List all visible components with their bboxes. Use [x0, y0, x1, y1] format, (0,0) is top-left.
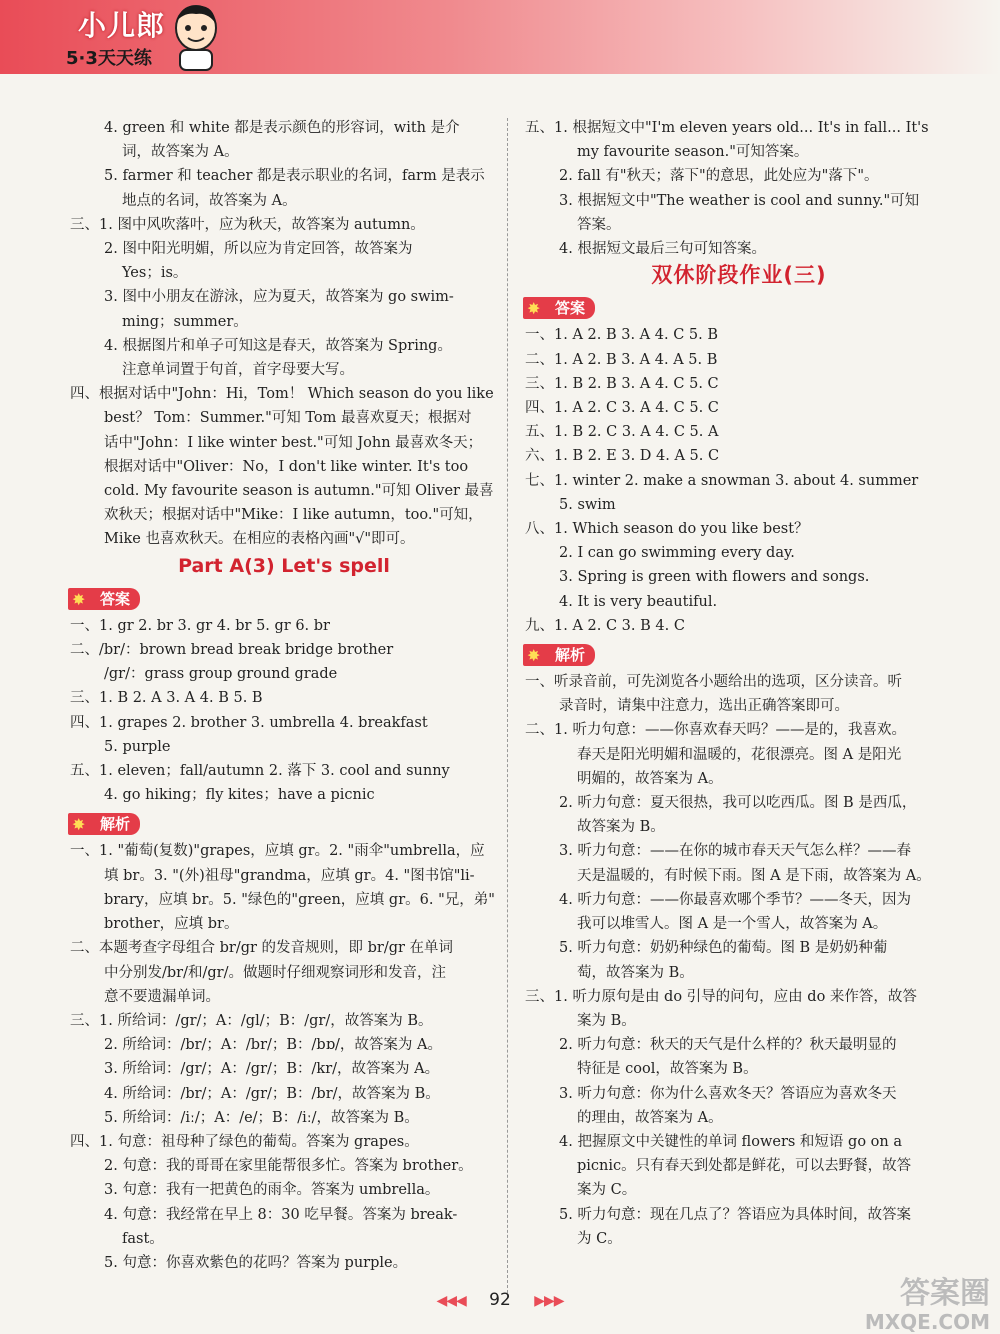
- watermark-title: 答案圈: [900, 1276, 990, 1311]
- text-line: 七、1. winter 2. make a snowman 3. about 4. summer: [525, 472, 919, 489]
- text-line: 萄，故答案为 B。: [577, 964, 694, 981]
- text-line: brary，应填 br。5. "绿色的"green，应填 gr。6. "兄，弟": [104, 891, 495, 908]
- text-line: 一、1. A 2. B 3. A 4. C 5. B: [525, 327, 719, 344]
- analysis-section-tag: [523, 644, 595, 666]
- text-line: 一、听录音前，可先浏览各小题给出的选项，区分读音。听: [525, 674, 902, 691]
- text-line: 2. fall 有"秋天；落下"的意思，此处应为"落下"。: [559, 168, 879, 185]
- text-line: 3. 所给词：/gr/；A：/gr/；B：/kr/，故答案为 A。: [104, 1061, 440, 1078]
- burst-icon: ✸: [72, 815, 86, 835]
- text-line: 二、/br/：brown bread break bridge brother: [70, 642, 394, 659]
- text-line: 五、1. B 2. C 3. A 4. C 5. A: [525, 424, 719, 441]
- text-line: 2. 句意：我的哥哥在家里能帮很多忙。答案为 brother。: [104, 1158, 473, 1175]
- text-line: 4. It is very beautiful.: [559, 593, 718, 610]
- section-tag-label: 答案: [555, 299, 586, 318]
- text-line: 5. 句意：你喜欢紫色的花吗？答案为 purple。: [104, 1254, 408, 1271]
- text-line: 四、1. grapes 2. brother 3. umbrella 4. breakfast: [70, 714, 428, 731]
- text-line: 2. 图中阳光明媚，所以应为肯定回答，故答案为: [104, 241, 413, 258]
- text-line: 4. go hiking；fly kites；have a picnic: [104, 787, 375, 804]
- answer-section-tag: [523, 297, 595, 319]
- burst-icon: ✸: [72, 589, 86, 609]
- text-line: 一、1. "葡萄(复数)"grapes，应填 gr。2. "雨伞"umbrella，应: [70, 843, 485, 860]
- text-line: 2. I can go swimming every day.: [559, 545, 795, 562]
- text-line: Mike 也喜欢秋天。在相应的表格內画"√"即可。: [104, 531, 415, 548]
- text-line: 四、1. A 2. C 3. A 4. C 5. C: [525, 400, 719, 417]
- text-line: 三、1. 所给词：/gr/；A：/gl/；B：/gr/，故答案为 B。: [70, 1012, 433, 1029]
- text-line: 春天是阳光明媚和温暖的，花很漂亮。图 A 是阳光: [577, 746, 902, 763]
- text-line: 我可以堆雪人。图 A 是一个雪人，故答案为 A。: [577, 916, 888, 933]
- section-tag-label: 答案: [100, 589, 131, 608]
- text-line: 2. 听力句意：夏天很热，我可以吃西瓜。图 B 是西瓜，: [559, 795, 917, 812]
- text-line: 3. 根据短文中"The weather is cool and sunny."可知: [559, 192, 920, 209]
- text-line: 欢秋天；根据对话中"Mike：I like autumn，too."可知，: [104, 507, 483, 524]
- text-line: 故答案为 B。: [577, 819, 665, 836]
- text-line: picnic。只有春天到处都是鲜花，可以去野餐，故答: [577, 1158, 912, 1175]
- section-title: Part A(3) Let's spell: [178, 554, 390, 577]
- right-column: [525, 116, 953, 1251]
- burst-icon: ✸: [527, 646, 541, 666]
- text-line: ming；summer。: [122, 313, 248, 330]
- text-line: 一、1. gr 2. br 3. gr 4. br 5. gr 6. br: [70, 617, 330, 634]
- text-line: brother，应填 br。: [104, 916, 239, 933]
- text-line: 4. 所给词：/br/；A：/gr/；B：/br/，故答案为 B。: [104, 1085, 440, 1102]
- text-line: 地点的名词，故答案为 A。: [122, 192, 297, 209]
- analysis-section-tag: [68, 813, 140, 835]
- text-line: 八、1. Which season do you like best？: [525, 521, 809, 538]
- text-line: 2. 听力句意：秋天的天气是什么样的？秋天最明显的: [559, 1037, 897, 1054]
- burst-icon: ✸: [527, 299, 541, 319]
- text-line: 3. 句意：我有一把黄色的雨伞。答案为 umbrella。: [104, 1182, 440, 1199]
- text-line: 三、1. B 2. A 3. A 4. B 5. B: [70, 690, 263, 707]
- text-line: 天是温暖的，有时候下雨。图 A 是下雨，故答案为 A。: [577, 867, 931, 884]
- text-line: 四、根据对话中"John：Hi，Tom！ Which season do you like: [70, 386, 494, 403]
- text-line: 明媚的，故答案为 A。: [577, 770, 723, 787]
- text-line: 五、1. 根据短文中"I'm eleven years old... It's in fall... It's: [525, 120, 929, 136]
- section-tag-label: 解析: [100, 815, 131, 834]
- text-line: 特征是 cool，故答案为 B。: [577, 1061, 758, 1078]
- text-line: 六、1. B 2. E 3. D 4. A 5. C: [525, 448, 720, 465]
- text-line: 四、1. 句意：祖母种了绿色的葡萄。答案为 grapes。: [70, 1133, 419, 1150]
- text-line: 4. 把握原文中关键性的单词 flowers 和短语 go on a: [559, 1133, 902, 1150]
- text-line: 词，故答案为 A。: [122, 144, 239, 161]
- text-line: 5. 听力句意：奶奶种绿色的葡萄。图 B 是奶奶种葡: [559, 940, 888, 957]
- text-line: 3. 听力句意：——在你的城市春天天气怎么样？——春: [559, 843, 911, 860]
- text-line: 4. green 和 white 都是表示颜色的形容词，with 是介: [104, 120, 460, 136]
- text-line: cold. My favourite season is autumn."可知 Oliver 最喜: [104, 483, 494, 500]
- text-line: 意不要遗漏单词。: [104, 988, 220, 1005]
- text-line: 案为 C。: [577, 1182, 637, 1199]
- text-line: 3. Spring is green with flowers and songs.: [559, 569, 870, 586]
- text-line: 填 br。3. "(外)祖母"grandma，应填 gr。4. "图书馆"li-: [104, 867, 475, 884]
- text-line: 三、1. B 2. B 3. A 4. C 5. C: [525, 375, 719, 392]
- text-line: 2. 所给词：/br/；A：/br/；B：/bɒ/，故答案为 A。: [104, 1037, 442, 1054]
- text-line: 案为 B。: [577, 1012, 636, 1029]
- mascot-icon: [168, 2, 224, 72]
- text-line: 为 C。: [577, 1230, 622, 1247]
- text-line: 录音时，请集中注意力，选出正确答案即可。: [559, 698, 849, 715]
- text-line: 根据对话中"Oliver：No，I don't like winter. It's too: [104, 458, 469, 475]
- text-line: 中分别发/br/和/gr/。做题时仔细观察词形和发音，注: [104, 964, 446, 981]
- text-line: 三、1. 图中风吹落叶，应为秋天，故答案为 autumn。: [70, 216, 425, 233]
- text-line: Yes；is。: [122, 265, 188, 282]
- text-line: 二、1. 听力句意：——你喜欢春天吗？——是的，我喜欢。: [525, 722, 906, 739]
- text-line: 4. 听力句意：——你最喜欢哪个季节？——冬天，因为: [559, 891, 911, 908]
- text-line: 答案。: [577, 216, 621, 233]
- text-line: 3. 图中小朋友在游泳，应为夏天，故答案为 go swim-: [104, 289, 454, 306]
- text-line: 三、1. 听力原句是由 do 引导的问句，应由 do 来作答，故答: [525, 988, 917, 1005]
- text-line: 二、1. A 2. B 3. A 4. A 5. B: [525, 351, 718, 368]
- text-line: 3. 听力句意：你为什么喜欢冬天？答语应为喜欢冬天: [559, 1085, 897, 1102]
- watermark-url: MXQE.COM: [864, 1310, 990, 1334]
- text-line: 4. 根据短文最后三句可知答案。: [559, 241, 766, 258]
- answer-section-tag: [68, 588, 140, 610]
- page-footer: [0, 1290, 1000, 1310]
- text-line: 的理由，故答案为 A。: [577, 1109, 723, 1126]
- text-line: 4. 根据图片和单子可知这是春天，故答案为 Spring。: [104, 337, 452, 354]
- text-line: /gr/：grass group ground grade: [104, 666, 338, 683]
- section-tag-label: 解析: [555, 646, 586, 665]
- text-line: 二、本题考查字母组合 br/gr 的发音规则，即 br/gr 在单词: [70, 940, 454, 957]
- text-line: 4. 句意：我经常在早上 8：30 吃早餐。答案为 break-: [104, 1206, 458, 1223]
- section-title: 双休阶段作业(三): [651, 263, 827, 288]
- column-divider: [507, 118, 508, 1298]
- page-number: 92: [489, 1290, 511, 1310]
- text-line: 话中"John：I like winter best."可知 John 最喜欢冬天；: [104, 434, 483, 451]
- text-line: 5. farmer 和 teacher 都是表示职业的名词，farm 是表示: [104, 168, 485, 185]
- text-line: 5. 所给词：/iː/；A：/e/；B：/iː/，故答案为 B。: [104, 1109, 419, 1126]
- text-line: 5. 听力句意：现在几点了？答语应为具体时间，故答案: [559, 1206, 911, 1223]
- text-line: my favourite season."可知答案。: [577, 144, 809, 161]
- text-line: 五、1. eleven；fall/autumn 2. 落下 3. cool and sunny: [70, 763, 450, 780]
- text-line: 5. purple: [104, 738, 171, 755]
- text-line: fast。: [122, 1230, 164, 1247]
- left-column: [70, 116, 498, 1275]
- brand-logo: 小儿郎: [78, 9, 166, 42]
- page-header: [0, 0, 1000, 74]
- text-line: 注意单词置于句首，首字母要大写。: [122, 362, 354, 379]
- prev-arrows-icon: ◀◀◀: [436, 1293, 466, 1309]
- text-line: best？ Tom：Summer."可知 Tom 最喜欢夏天；根据对: [104, 410, 472, 427]
- next-arrows-icon: ▶▶▶: [534, 1293, 564, 1309]
- text-line: 5. swim: [559, 496, 616, 513]
- text-line: 九、1. A 2. C 3. B 4. C: [525, 617, 685, 634]
- brand-subtitle: 5·3天天练: [66, 48, 152, 69]
